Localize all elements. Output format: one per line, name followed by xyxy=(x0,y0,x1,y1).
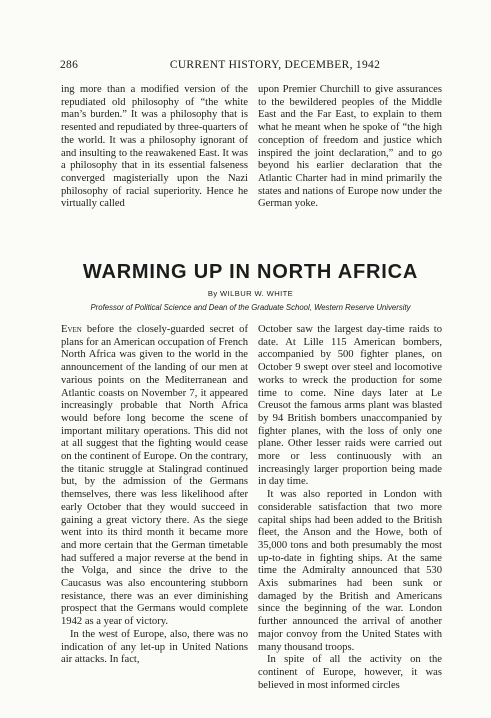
article-paragraph: In the west of Europe, also, there was no indication of any let-up in United Nations air attacks. In fact, xyxy=(61,628,248,666)
page-number: 286 xyxy=(60,59,79,71)
article-title: WARMING UP IN NORTH AFRICA xyxy=(82,261,419,283)
page-header xyxy=(60,59,440,75)
continued-paragraph-left: ing more than a modified version of the repudiated old philosophy of “the white man’s burden.” It was a philosophy that is resented and repudiated by three-quarters of the world. It was a philosophy ignorant of and insulting to the reawakened East. It was a philosophy that in its essential falseness converged magisterially upon the Nazi philosophy of racial superiority. Hence he virtually called xyxy=(61,84,248,210)
continued-paragraph-right: upon Premier Churchill to give assurances to the bewildered peoples of the Middle East and the Far East, to explain to them what he meant when he spoke of “the high conception of freedom and justice which inspired the joint declaration,” and to go beyond his earlier declaration that the Atlantic Charter had in mind primarily the states and nations of Europe now under the German yoke. xyxy=(258,84,442,210)
continued-text-left-column xyxy=(61,84,248,211)
lead-word: Even xyxy=(61,324,82,335)
article-right-column xyxy=(258,324,442,692)
article-paragraph-text: before the closely-guarded secret of plans for an American occupation of French North Africa was given to the world in the announcement of the landing of our men at various points on the Mediterranean and Atlantic coasts on November 7, it appeared increasingly probable that North Africa would before long become the scene of important military operations. This did not at all suggest that the fighting would cease on the continent of Europe. On the contrary, the titanic struggle at Stalingrad continued but, by the admission of the Germans themselves, there was less likelihood after early October that they would succeed in gaining a great victory there. As the siege went into its third month it became more and more certain that the German timetable had suffered a major reverse at the bend in the Volga, and since the drive to the Caucasus was also encountering stubborn resistance, there was an ever diminishing prospect that the Germans would complete 1942 as a year of victory. xyxy=(61,324,248,628)
article-paragraph: October saw the largest day-time raids to date. At Lille 115 American bombers, accompanied by 500 fighter planes, on October 9 swept over steel and locomotive works to wreck the production for some time to come. Nine days later at Le Creusot the famous arms plant was blasted by 94 British bombers unaccompanied by fighter planes, with the loss of only one plane. Other lesser raids were carried out more or less continuously with an increasingly larger proportion being made in day time. xyxy=(258,324,442,488)
author-affiliation: Professor of Political Science and Dean of the Graduate School, Western Reserve University xyxy=(90,303,411,312)
article-byline: By WILBUR W. WHITE xyxy=(207,289,294,298)
running-title: CURRENT HISTORY, DECEMBER, 1942 xyxy=(169,59,381,71)
article-paragraph: In spite of all the activity on the continent of Europe, however, it was believed in most informed circles xyxy=(258,654,442,691)
article-paragraph xyxy=(61,324,248,629)
article-left-column xyxy=(61,324,248,667)
continued-text-right-column xyxy=(258,84,442,211)
article-paragraph: It was also reported in London with considerable satisfaction that two more capital ships had been added to the British fleet, the Anson and the Howe, both of 35,000 tons and both presumably the most up-to-date in fighting ships. At the same time the Admiralty announced that 530 Axis submarines had been sunk or damaged by the British and Americans since the beginning of the war. London further announced the arrival of another major convoy from the United States with many thousand troops. xyxy=(258,489,442,653)
